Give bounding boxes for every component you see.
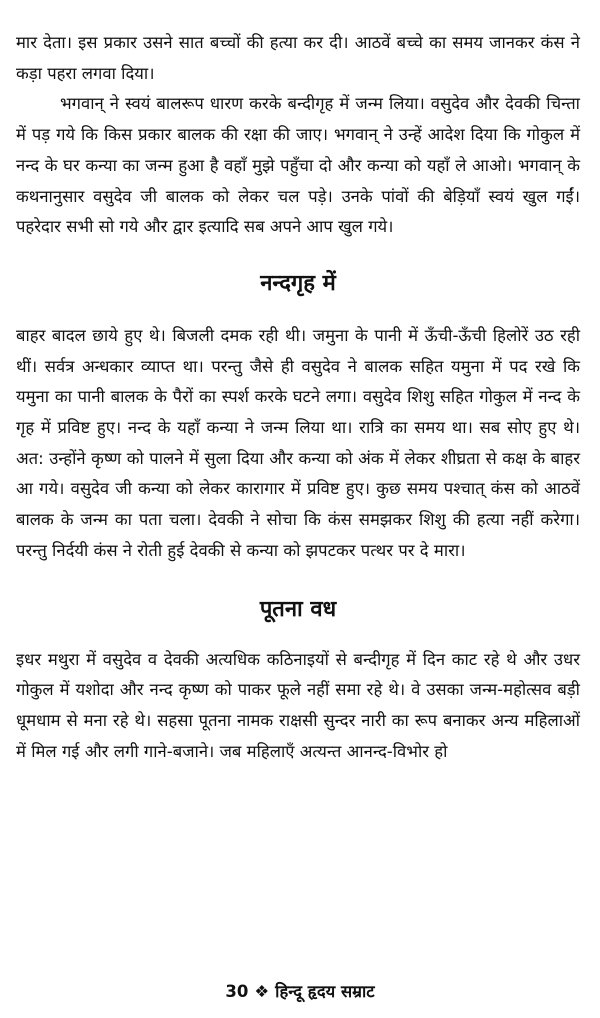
page-footer — [0, 980, 600, 1004]
book-title: हिन्दू हृदय सम्राट — [275, 982, 375, 1001]
paragraph-2: भगवान् ने स्वयं बालरूप धारण करके बन्दीगृह में जन्म लिया। वसुदेव और देवकी चिन्ता में पड़ गये कि किस प्रकार बालक की रक्षा की जाए। भगवान् ने उन्हें आदेश दिया कि गोकुल में नन्द के घर कन्या का जन्म हुआ है वहाँ मुझे पहुँचा दो और कन्या को यहाँ ले आओ। भगवान् के कथनानुसार वसुदेव जी बालक को लेकर चल पड़े। उनके पांवों की बेड़ियाँ स्वयं खुल गईं। पहरेदार सभी सो गये और द्वार इत्यादि सब अपने आप खुल गये। — [16, 94, 580, 237]
paragraph-4: इधर मथुरा में वसुदेव व देवकी अत्यधिक कठिनाइयों से बन्दीगृह में दिन काट रहे थे और उधर गोकुल में यशोदा और नन्द कृष्ण को पाकर फूले नहीं समा रहे थे। वे उसका जन्म-महोत्सव बड़ी धूमधाम से मना रहे थे। सहसा पूतना नामक राक्षसी सुन्दर नारी का रूप बनाकर अन्य महिलाओं में मिल गई और लगी गाने-बजाने। जब महिलाएँ अत्यन्त आनन्द-विभोर हो — [16, 649, 580, 761]
paragraph-3: बाहर बादल छाये हुए थे। बिजली दमक रही थी। जमुना के पानी में ऊँची-ऊँची हिलोरें उठ रही थीं। सर्वत्र अन्धकार व्याप्त था। परन्तु जैसे ही वसुदेव ने बालक सहित यमुना में पद रखे कि यमुना का पानी बालक के पैरों का स्पर्श करके घटने लगा। वसुदेव शिशु सहित गोकुल में नन्द के गृह में प्रविष्ट हुए। नन्द के यहाँ कन्या ने जन्म लिया था। रात्रि का समय था। सब सोए हुए थे। अत: उन्होंने कृष्ण को पालने में सुला दिया और कन्या को अंक में लेकर शीघ्रता से कक्ष के बाहर आ गये। वसुदेव जी कन्या को लेकर कारागार में प्रविष्ट हुए। कुछ समय पश्चात् कंस को आठवें बालक के जन्म का पता चला। देवकी ने सोचा कि कंस समझकर शिशु की हत्या नहीं करेगा। परन्तु निर्दयी कंस ने रोती हुई देवकी से कन्या को झपटकर पत्थर पर दे मारा। — [16, 325, 580, 560]
paragraph-1: मार देता। इस प्रकार उसने सात बच्चों की हत्या कर दी। आठवें बच्चे का समय जानकर कंस ने कड़ा पहरा लगवा दिया। — [16, 33, 580, 83]
section-heading-nandgrih: नन्दगृह में — [260, 270, 336, 296]
ornament-separator-icon: ❖ — [254, 982, 270, 1001]
section-heading-putna-vadh: पूतना वध — [259, 596, 337, 622]
page-number: 30 — [225, 982, 249, 1001]
